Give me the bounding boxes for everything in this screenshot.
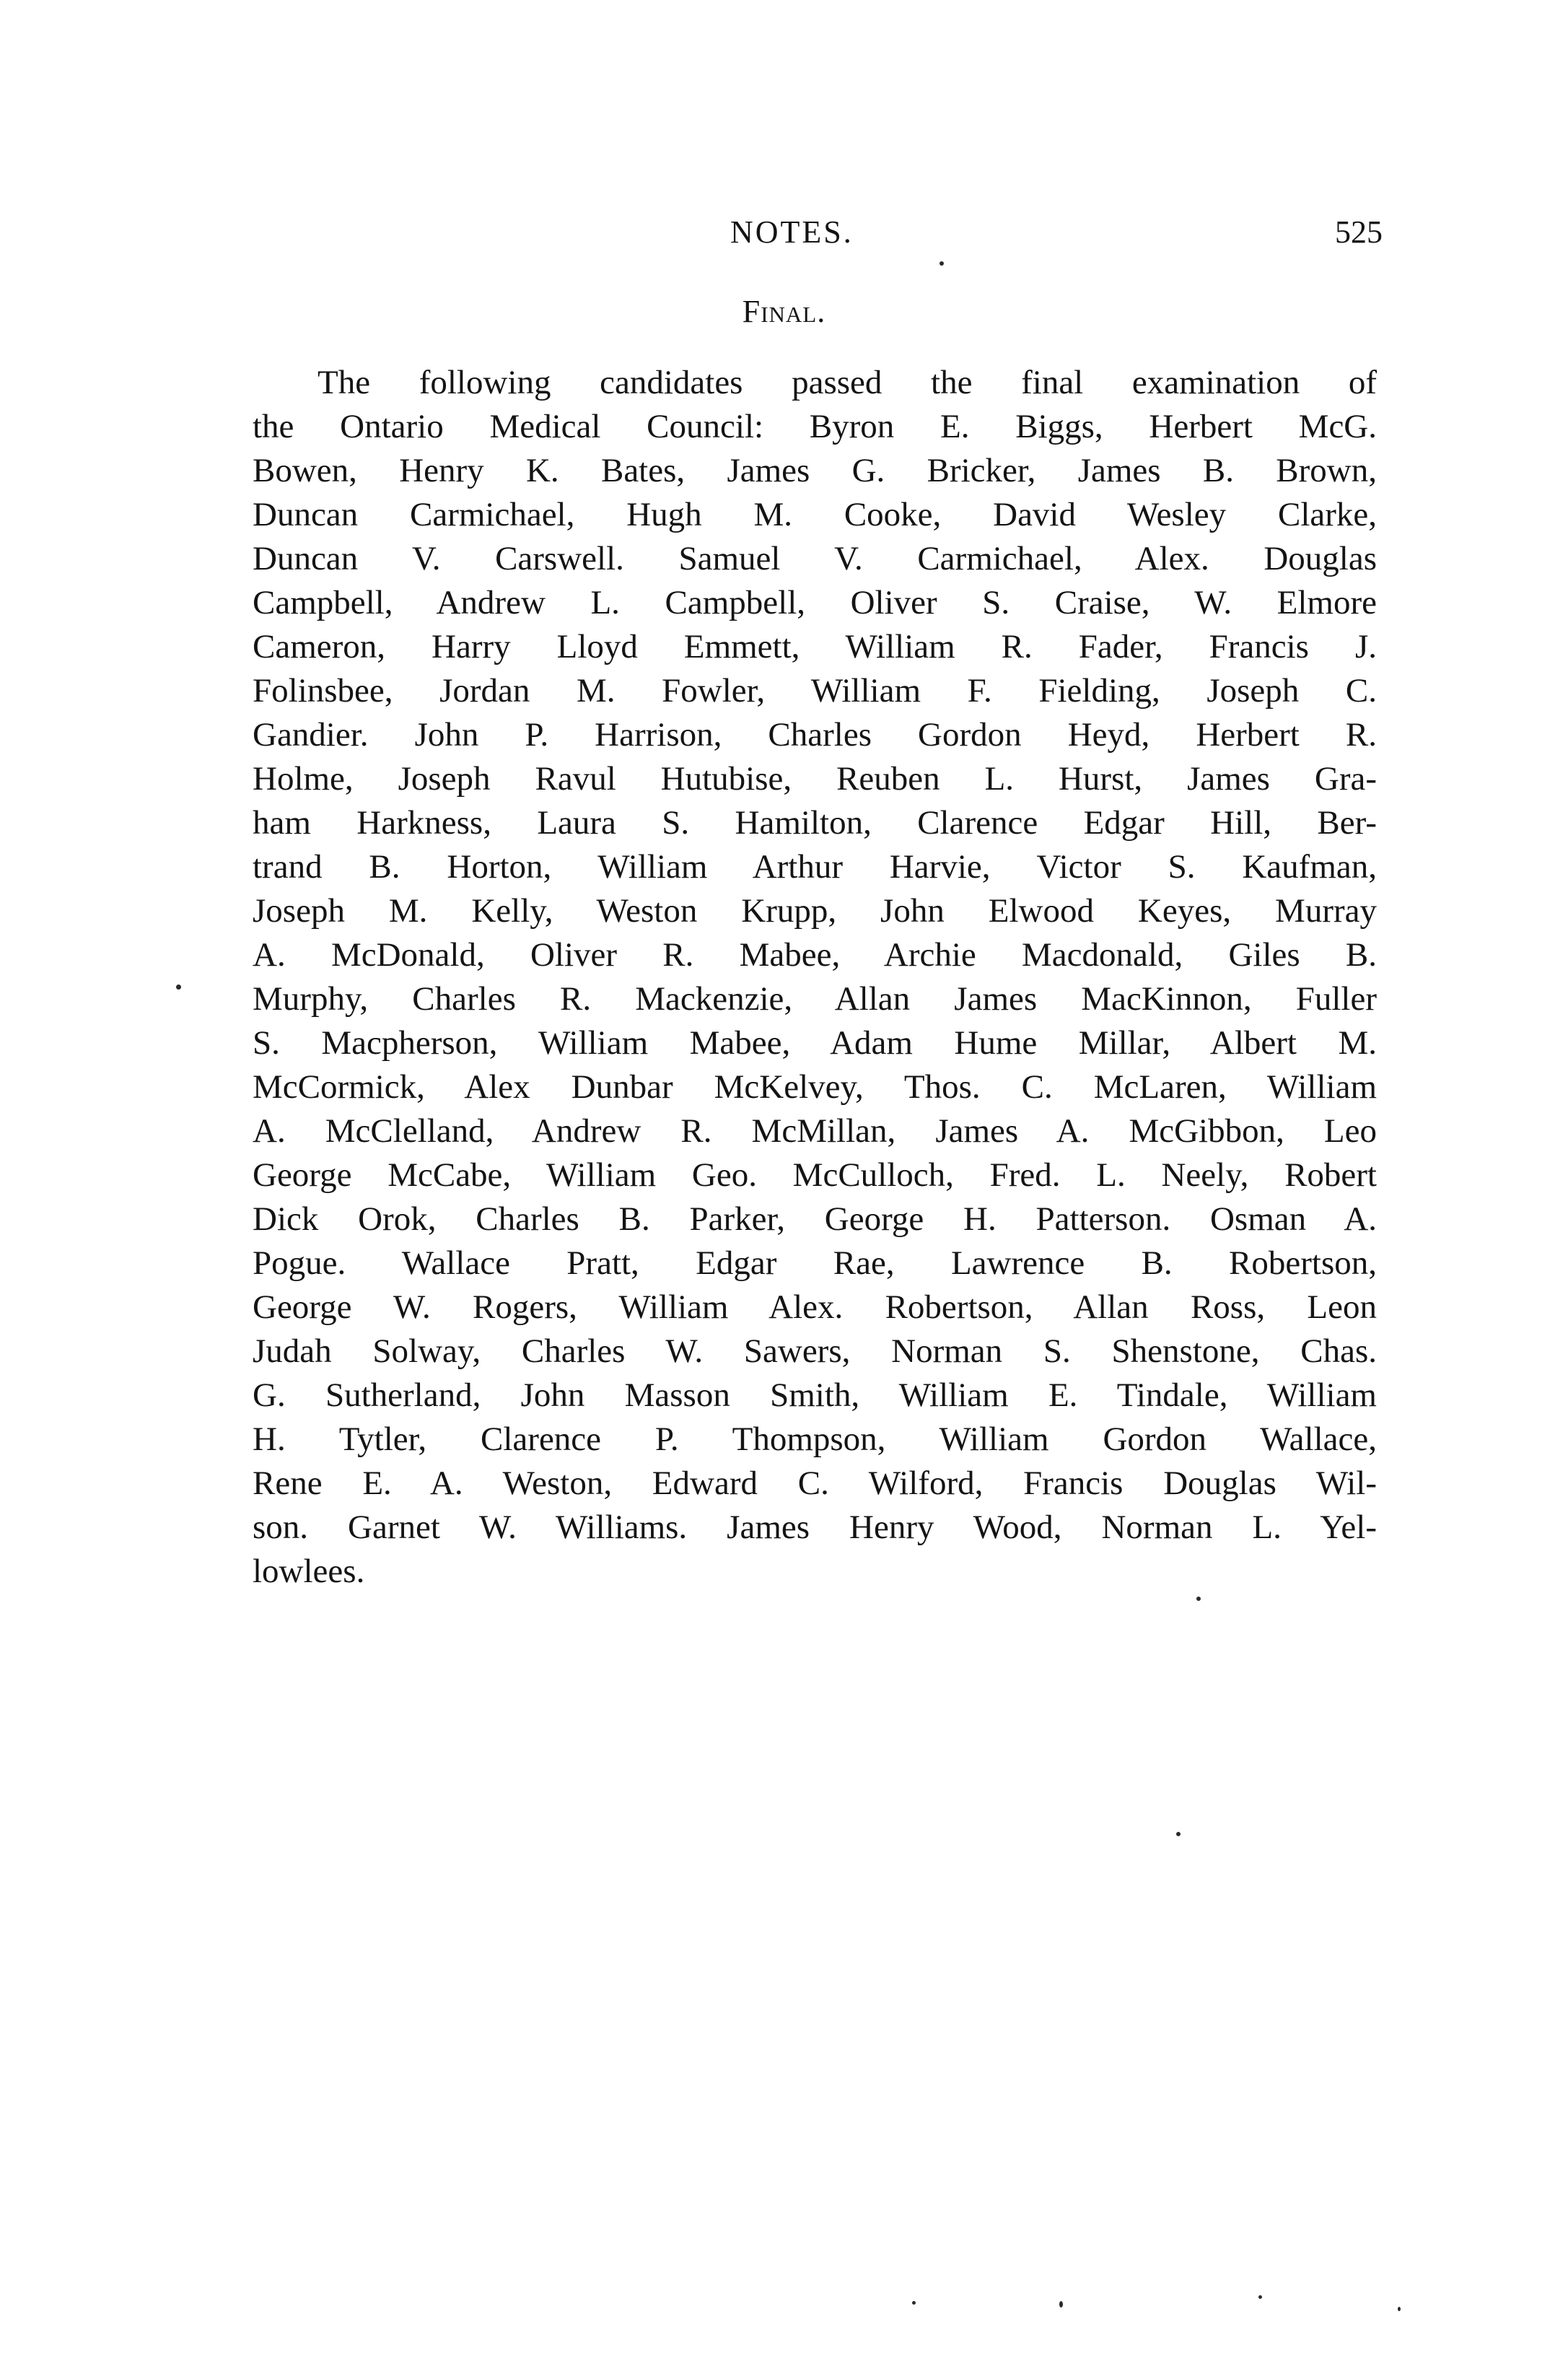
paragraph-line: The following candidates passed the final examination of [317,364,1377,401]
paragraph-line: Murphy, Charles R. Mackenzie, Allan James MacKinnon, Fuller [253,980,1377,1018]
paragraph-line: Judah Solway, Charles W. Sawers, Norman S. Shenstone, Chas. [253,1332,1377,1370]
candidate-list-paragraph [253,361,1377,1594]
paragraph-line: Joseph M. Kelly, Weston Krupp, John Elwood Keyes, Murray [253,892,1377,930]
section-heading: Final. [742,294,826,329]
scan-speck [1258,2295,1262,2299]
paragraph-line: Cameron, Harry Lloyd Emmett, William R. Fader, Francis J. [253,628,1377,665]
scan-speck [1398,2307,1401,2311]
paragraph-line: Duncan Carmichael, Hugh M. Cooke, David Wesley Clarke, [253,496,1377,533]
paragraph-line: A. McClelland, Andrew R. McMillan, James A. McGibbon, Leo [253,1112,1377,1150]
paragraph-line: Duncan V. Carswell. Samuel V. Carmichael, Alex. Douglas [253,540,1377,577]
paragraph-line: trand B. Horton, William Arthur Harvie, Victor S. Kaufman, [253,848,1377,886]
paragraph-line: H. Tytler, Clarence P. Thompson, William Gordon Wallace, [253,1420,1377,1458]
page-number: 525 [1335,214,1383,250]
paragraph-line: ham Harkness, Laura S. Hamilton, Clarence Edgar Hill, Ber- [253,804,1377,842]
paragraph-line: Rene E. A. Weston, Edward C. Wilford, Francis Douglas Wil- [253,1464,1377,1502]
paragraph-line: Bowen, Henry K. Bates, James G. Bricker, James B. Brown, [253,452,1377,489]
paragraph-line: Holme, Joseph Ravul Hutubise, Reuben L. Hurst, James Gra- [253,760,1377,798]
scan-speck [1196,1597,1201,1601]
scan-speck [912,2301,916,2305]
paragraph-line: McCormick, Alex Dunbar McKelvey, Thos. C. McLaren, William [253,1068,1377,1106]
scan-speck [1059,2301,1063,2308]
scan-speck [940,261,944,266]
paragraph-line: Folinsbee, Jordan M. Fowler, William F. Fielding, Joseph C. [253,672,1377,710]
paragraph-line: the Ontario Medical Council: Byron E. Biggs, Herbert McG. [253,408,1377,445]
paragraph-line: A. McDonald, Oliver R. Mabee, Archie Macdonald, Giles B. [253,936,1377,974]
running-title: NOTES. [730,214,854,250]
scan-speck [1176,1832,1181,1836]
paragraph-line: son. Garnet W. Williams. James Henry Wood, Norman L. Yel- [253,1509,1377,1546]
paragraph-line: Dick Orok, Charles B. Parker, George H. Patterson. Osman A. [253,1200,1377,1238]
paragraph-line: George W. Rogers, William Alex. Robertson, Allan Ross, Leon [253,1288,1377,1326]
paragraph-line: S. Macpherson, William Mabee, Adam Hume Millar, Albert M. [253,1024,1377,1062]
paragraph-line: Campbell, Andrew L. Campbell, Oliver S. Craise, W. Elmore [253,584,1377,621]
scan-speck [176,985,181,990]
paragraph-line: Pogue. Wallace Pratt, Edgar Rae, Lawrence B. Robertson, [253,1244,1377,1282]
paragraph-line: George McCabe, William Geo. McCulloch, Fred. L. Neely, Robert [253,1156,1377,1194]
paragraph-line: G. Sutherland, John Masson Smith, William E. Tindale, William [253,1376,1377,1414]
paragraph-line: lowlees. [253,1553,365,1590]
paragraph-line: Gandier. John P. Harrison, Charles Gordon Heyd, Herbert R. [253,716,1377,754]
